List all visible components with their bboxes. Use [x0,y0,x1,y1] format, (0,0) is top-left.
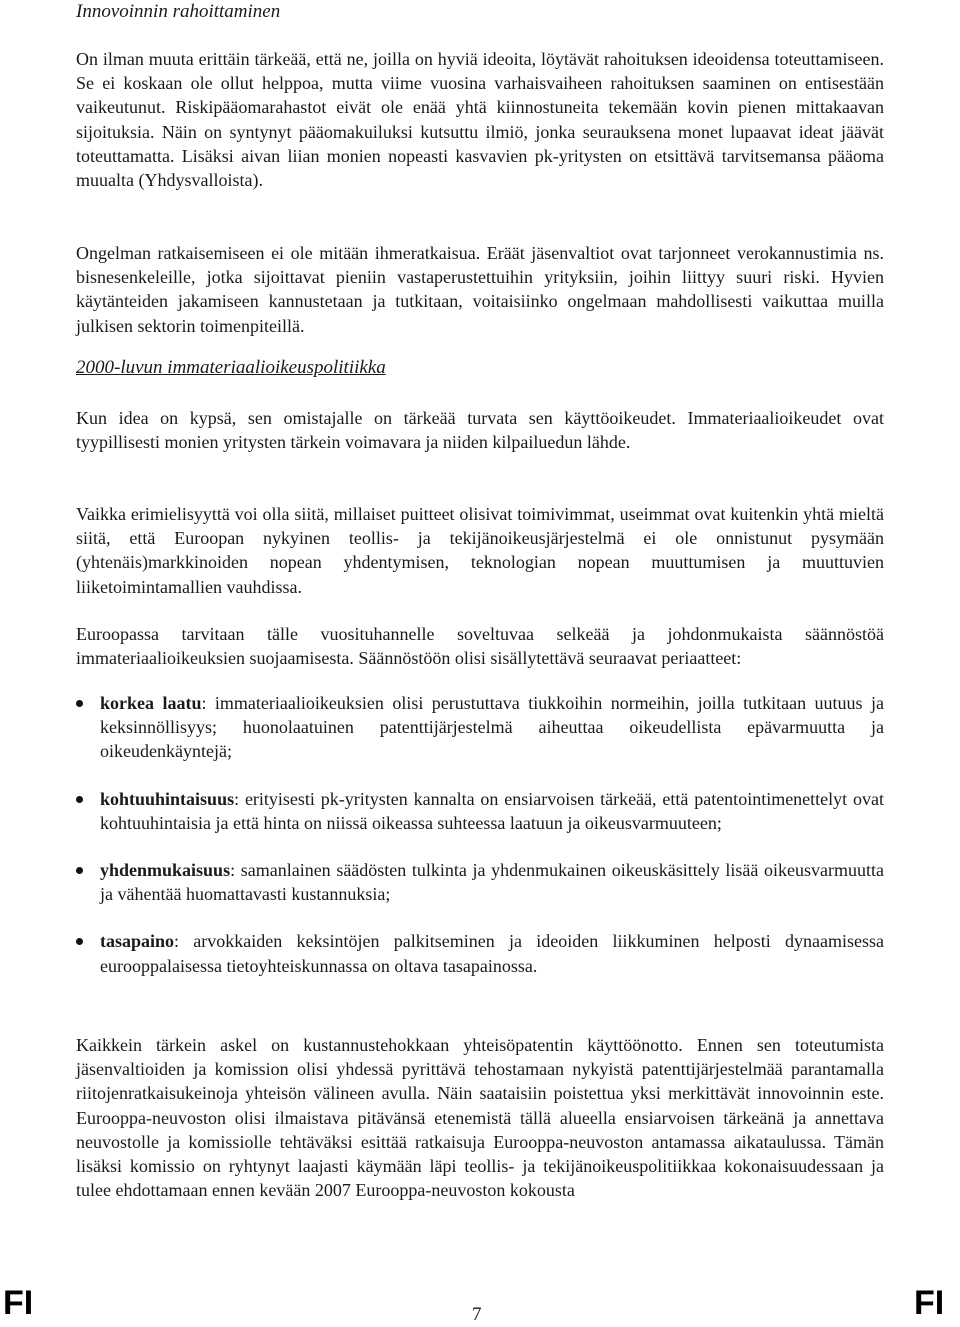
paragraph-financing-solutions: Ongelman ratkaisemiseen ei ole mitään ihmeratkaisua. Eräät jäsenvaltiot ovat tarjonneet verokannustimia ns. bisnesenkeleille, jotka sijoittavat pieniin vastaperustettuihin yrityksiin, joihin liittyy suuri riski. Hyvien käytänteiden jakamiseen kannustetaan ja tutkitaan, voitaisiinko ongelmaan mahdollisesti vaikuttaa muilla julkisen sektorin toimenpiteillä. [76,243,884,336]
paragraph-financing-intro: On ilman muuta erittäin tärkeää, että ne, joilla on hyviä ideoita, löytävät rahoituksen ideoidensa toteuttamiseen. Se ei koskaan ole ollut helppoa, mutta viime vuosina varhaisvaiheen rahoituksen saaminen on entisestään vaikeutunut. Riskipääomarahastot eivät ole enää yhtä kiinnostuneita tekemään kovin pienen mittakaavan sijoituksia. Näin on syntynyt pääomakuiluksi kutsuttu ilmiö, jonka seurauksena monet lupaavat ideat jäävät toteuttamatta. Lisäksi aivan liian monien nopeasti kasvavien pk-yritysten on etsittävä tarvitsemansa pääoma muualta (Yhdysvalloista). [76,49,884,191]
principles-list [76,691,884,978]
term-description: : samanlainen säädösten tulkinta ja yhdenmukainen oikeuskäsittely lisää oikeusvarmuutta ja vähentää huomattavasti kustannuksia; [100,860,884,905]
bullet-icon [76,938,83,945]
paragraph-ip-principles: Euroopassa tarvitaan tälle vuosituhannelle soveltuvaa selkeää ja johdonmukaista säännöstöä immateriaalioikeuksien suojaamisesta. Säännöstöön olisi sisällytettävä seuraavat periaatteet: [76,624,884,669]
bullet-icon [76,796,83,803]
list-item-consistency [76,858,884,906]
bullet-icon [76,867,83,874]
list-item-affordability [76,787,884,835]
term-label: tasapaino [100,931,175,952]
footer-language-code-right: FI [914,1284,945,1322]
section-heading-financing: Innovoinnin rahoittaminen [76,1,281,22]
term-description: : immateriaalioikeuksien olisi perustuttava tiukkoihin normeihin, joilla tutkitaan uutuus ja keksinnöllisyys; huonolaatuinen patenttijärjestelmä aiheuttaa oikeudellista epävarmuutta ja oikeudenkäyntejä; [100,693,884,762]
term-label: kohtuuhintaisuus [100,788,235,809]
term-description: : arvokkaiden keksintöjen palkitseminen ja ideoiden liikkuminen helposti dynaamisessa eurooppalaisessa tietoyhteiskunnassa on oltava tasapainossa. [100,931,884,976]
list-item-quality [76,691,884,764]
bullet-icon [76,700,83,707]
term-description: : erityisesti pk-yritysten kannalta on ensiarvoisen tärkeää, että patentointimenettelyt ovat kohtuuhintaisia ja että hinta on niissä oikeassa suhteessa laatuun ja oikeusvarmuuteen; [100,788,884,833]
page-number: 7 [472,1304,482,1325]
paragraph-ip-framework: Vaikka erimielisyyttä voi olla siitä, millaiset puitteet olisivat toimivimmat, useimmat ovat kuitenkin yhtä mieltä siitä, että Euroopan nykyinen teollis- ja tekijänoikeusjärjestelmä ei ole onnistunut pysymään (yhtenäis)markkinoiden nopean yhdentymisen, teknologian nopean muuttumisen ja muuttuvien liiketoimintamallien vauhdissa. [76,504,884,597]
section-heading-ip-policy: 2000-luvun immateriaalioikeuspolitiikka [76,357,386,378]
term-label: yhdenmukaisuus [100,860,231,881]
list-item-balance [76,929,884,977]
paragraph-community-patent: Kaikkein tärkein askel on kustannustehokkaan yhteisöpatentin käyttöönotto. Ennen sen toteutumista jäsenvaltioiden ja komission olisi yhdessä pyrittävä tehostamaan nykyistä patenttijärjestelmää parantamalla riitojenratkaisukeinoja yhteisön välineen avulla. Näin saataisiin poistettua yksi merkittävät innovoinnin este. Eurooppa-neuvoston olisi ilmaistava pitävänsä etenemistä tällä alueella ensiarvoisen tärkeänä ja annettava neuvostolle ja komissiolle tehtäväksi esittää ratkaisuja Eurooppa-neuvoston antamassa aikataulussa. Tämän lisäksi komissio on ryhtynyt laajasti käymään läpi teollis- ja tekijänoikeuspolitiikkaa kokonaisuudessaan ja tulee ehdottamaan ennen kevään 2007 Eurooppa-neuvoston kokousta [76,1035,884,1201]
term-label: korkea laatu [100,693,202,713]
paragraph-ip-rights: Kun idea on kypsä, sen omistajalle on tärkeää turvata sen käyttöoikeudet. Immateriaalioikeudet ovat tyypillisesti monien yritysten tärkein voimavara ja niiden kilpailuedun lähde. [76,408,884,453]
footer-language-code-left: FI [3,1284,34,1322]
